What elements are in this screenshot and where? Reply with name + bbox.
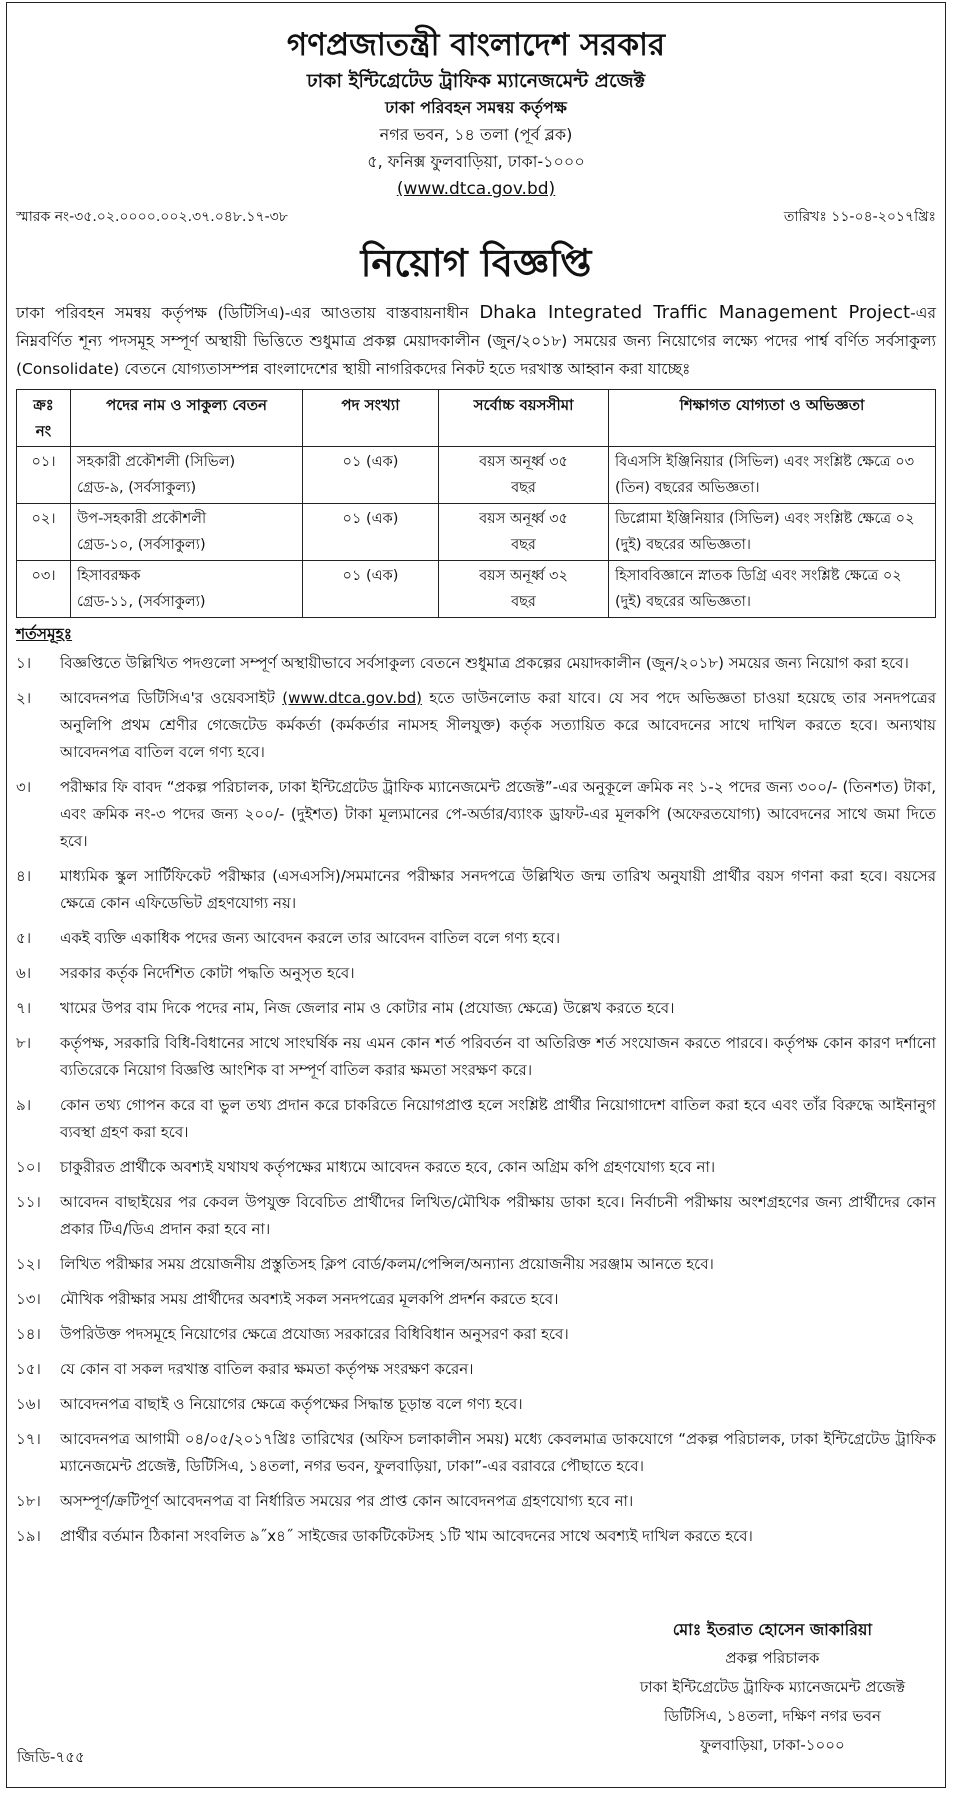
serial-cell: ০২। — [17, 504, 71, 561]
conditions-heading: শর্তসমূহঃ — [16, 625, 73, 643]
website-link-inline[interactable]: (www.dtca.gov.bd) — [282, 689, 422, 707]
condition-number: ১৬। — [16, 1395, 41, 1413]
authority-name: ঢাকা পরিবহন সমন্বয় কর্তৃপক্ষ — [385, 98, 567, 117]
condition-item — [16, 1030, 936, 1084]
post-cell — [71, 561, 303, 618]
condition-text: প্রার্থীর বর্তমান ঠিকানা সংবলিত ৯˝x৪˝ সাইজের ডাকটিকেটসহ ১টি খাম আবেদনের সাথে অবশ্যই দাখিল করতে হবে। — [60, 1527, 753, 1545]
condition-text: উপরিউক্ত পদসমূহে নিয়োগের ক্ষেত্রে প্রযোজ্য সরকারের বিধিবিধান অনুসরণ করা হবে। — [60, 1325, 569, 1343]
signatory-address-2: ফুলবাড়িয়া, ঢাকা-১০০০ — [700, 1736, 845, 1754]
intro-part-2: -এর নিম্নবর্ণিত শূন্য পদসমূহ সম্পূর্ণ অস্থায়ী ভিত্তিতে শুধুমাত্র প্রকল্প মেয়াদকালীন (জুন/২০১৮) সময়ের জন্য নিয়োগের লক্ষ্যে পদের পার্শ্ব বর্ণিত সর্বসাকুল্য (Consolidate) বেতনে যোগ্যতাসম্পন্ন বাংলাদেশের স্থায়ী নাগরিকদের নিকট হতে দরখাস্ত আহ্বান করা যাচ্ছেঃ — [16, 304, 936, 378]
qualification-cell: হিসাববিজ্ঞানে স্নাতক ডিগ্রি এবং সংশ্লিষ্ট ক্ষেত্রে ০২ (দুই) বছরের অভিজ্ঞতা। — [609, 561, 936, 618]
condition-item — [16, 1321, 936, 1348]
condition-text: পরীক্ষার ফি বাবদ “প্রকল্প পরিচালক, ঢাকা ইন্টিগ্রেটেড ট্রাফিক ম্যানেজমেন্ট প্রজেক্ট”-এর অনুকূলে ক্রমিক নং ১-২ পদের জন্য ৩০০/- (তিনশত) টাকা, এবং ক্রমিক নং-৩ পদের জন্য ২০০/- (দুইশত) টাকা মূল্যমানের পে-অর্ডার/ব্যাংক ড্রাফট-এর মূলকপি (অফেরতযোগ্য) আবেদনের সাথে জমা দিতে হবে। — [60, 778, 936, 850]
header-qualification: শিক্ষাগত যোগ্যতা ও অভিজ্ঞতা — [609, 390, 936, 447]
condition-text: মৌখিক পরীক্ষার সময় প্রার্থীদের অবশ্যই সকল সনদপত্রের মূলকপি প্রদর্শন করতে হবে। — [60, 1290, 559, 1308]
age-cell — [439, 447, 609, 504]
condition-text: আবেদনপত্র বাছাই ও নিয়োগের ক্ষেত্রে কর্তৃপক্ষের সিদ্ধান্ত চূড়ান্ত বলে গণ্য হবে। — [60, 1395, 523, 1413]
condition-number: ১৭। — [16, 1430, 41, 1448]
condition-text: সরকার কর্তৃক নির্দেশিত কোটা পদ্ধতি অনুসৃত হবে। — [60, 964, 355, 982]
intro-paragraph — [16, 299, 936, 383]
condition-number: ১৯। — [16, 1527, 41, 1545]
header-count: পদ সংখ্যা — [303, 390, 439, 447]
address-line-1: নগর ভবন, ১৪ তলা (পূর্ব ব্লক) — [379, 125, 573, 144]
condition-text: বিজ্ঞপ্তিতে উল্লিখিত পদগুলো সম্পূর্ণ অস্থায়ীভাবে সর্বসাকুল্য বেতনে শুধুমাত্র প্রকল্পের মেয়াদকালীন (জুন/২০১৮) সময়ের জন্য নিয়োগ করা হবে। — [60, 654, 909, 672]
condition-item — [16, 1426, 936, 1480]
condition-item — [16, 774, 936, 855]
condition-item — [16, 1488, 936, 1515]
condition-text: কর্তৃপক্ষ, সরকারি বিধি-বিধানের সাথে সাংঘর্ষিক নয় এমন কোন শর্ত পরিবর্তন বা অতিরিক্ত শর্ত সংযোজন করতে পারবে। কর্তৃপক্ষ কোন কারণ দর্শানো ব্যতিরেকে নিয়োগ বিজ্ঞপ্তি আংশিক বা সম্পূর্ণ বাতিল করার ক্ষমতা সংরক্ষণ করে। — [60, 1034, 936, 1079]
condition-item — [16, 1391, 936, 1418]
table-row — [17, 447, 936, 504]
post-name: সহকারী প্রকৌশলী (সিভিল) — [77, 454, 236, 470]
table-header-row — [17, 390, 936, 447]
condition-item — [16, 1523, 936, 1550]
condition-item — [16, 1092, 936, 1146]
age-unit: বছর — [511, 480, 536, 496]
condition-number: ৭। — [16, 999, 32, 1017]
condition-number: ১। — [16, 654, 32, 672]
signatory-address-1: ডিটিসিএ, ১৪তলা, দক্ষিণ নগর ভবন — [663, 1707, 881, 1725]
condition-item — [16, 1189, 936, 1243]
table-row — [17, 504, 936, 561]
condition-text: কোন তথ্য গোপন করে বা ভুল তথ্য প্রদান করে চাকরিতে নিয়োগপ্রাপ্ত হলে সংশ্লিষ্ট প্রার্থীর নিয়োগাদেশ বাতিল করা হবে এবং তাঁর বিরুদ্ধে আইনানুগ ব্যবস্থা গ্রহণ করা হবে। — [60, 1096, 936, 1141]
condition-item — [16, 1154, 936, 1181]
condition-number: ৪। — [16, 867, 32, 885]
condition-item — [16, 995, 936, 1022]
signatory-name: মোঃ ইতরাত হোসেন জাকারিয়া — [672, 1620, 873, 1639]
condition-text: আবেদন বাছাইয়ের পর কেবল উপযুক্ত বিবেচিত প্রার্থীদের লিখিত/মৌখিক পরীক্ষায় ডাকা হবে। নির্বাচনী পরীক্ষায় অংশগ্রহণের জন্য প্রার্থীদের কোন প্রকার টিএ/ডিএ প্রদান করা হবে না। — [60, 1193, 936, 1238]
condition-number: ১৫। — [16, 1360, 41, 1378]
condition-item — [16, 1251, 936, 1278]
age-limit: বয়স অনূর্ধ্ব ৩২ — [479, 568, 568, 584]
notice-title: নিয়োগ বিজ্ঞপ্তি — [360, 241, 592, 285]
gd-number: জিডি-৭৫৫ — [17, 1748, 85, 1766]
signatory-project: ঢাকা ইন্টিগ্রেটেড ট্রাফিক ম্যানেজমেন্ট প্রজেক্ট — [639, 1678, 905, 1696]
conditions-list — [16, 650, 936, 1550]
age-unit: বছর — [511, 537, 536, 553]
age-cell — [439, 561, 609, 618]
condition-text-pre: আবেদনপত্র ডিটিসিএ'র ওয়েবসাইট — [60, 689, 283, 707]
serial-cell: ০১। — [17, 447, 71, 504]
condition-item — [16, 925, 936, 952]
count-cell: ০১ (এক) — [303, 561, 439, 618]
condition-item — [16, 1356, 936, 1383]
header-age: সর্বোচ্চ বয়সসীমা — [439, 390, 609, 447]
condition-number: ১৮। — [16, 1492, 41, 1510]
condition-item — [16, 863, 936, 917]
condition-number: ১০। — [16, 1158, 41, 1176]
condition-text: খামের উপর বাম দিকে পদের নাম, নিজ জেলার নাম ও কোটার নাম (প্রযোজ্য ক্ষেত্রে) উল্লেখ করতে হবে। — [60, 999, 675, 1017]
header-post: পদের নাম ও সাকুল্য বেতন — [71, 390, 303, 447]
count-cell: ০১ (এক) — [303, 504, 439, 561]
condition-number: ৮। — [16, 1034, 32, 1052]
condition-number: ১২। — [16, 1255, 41, 1273]
condition-number: ৯। — [16, 1096, 32, 1114]
post-grade: গ্রেড-১১, (সর্বসাকুল্য) — [77, 594, 206, 610]
notice-page — [6, 2, 946, 1788]
condition-number: ৬। — [16, 964, 32, 982]
signature-block — [640, 1615, 905, 1760]
condition-text — [60, 685, 936, 766]
header-serial: ক্রঃ নং — [17, 390, 71, 447]
intro-part-1: ঢাকা পরিবহন সমন্বয় কর্তৃপক্ষ (ডিটিসিএ)-এর আওতায় বাস্তবায়নাধীন — [16, 304, 480, 322]
condition-text: লিখিত পরীক্ষার সময় প্রয়োজনীয় প্রস্তুতিসহ ক্লিপ বোর্ড/কলম/পেন্সিল/অন্যান্য প্রয়োজনীয় সরঞ্জাম আনতে হবে। — [60, 1255, 714, 1273]
condition-number: ১৪। — [16, 1325, 41, 1343]
memo-number: স্মারক নং-৩৫.০২.০০০০.০০২.৩৭.০৪৮.১৭-৩৮ — [16, 209, 288, 225]
age-limit: বয়স অনূর্ধ্ব ৩৫ — [479, 511, 568, 527]
condition-item — [16, 1286, 936, 1313]
condition-text: আবেদনপত্র আগামী ০৪/০৫/২০১৭খ্রিঃ তারিখের (অফিস চলাকালীন সময়) মধ্যে কেবলমাত্র ডাকযোগে “প্রকল্প পরিচালক, ঢাকা ইন্টিগ্রেটেড ট্রাফিক ম্যানেজমেন্ট প্রজেক্ট, ডিটিসিএ, ১৪তলা, নগর ভবন, ফুলবাড়িয়া, ঢাকা”-এর বরাবরে পৌছাতে হবে। — [60, 1430, 936, 1475]
notice-date: তারিখঃ ১১-০৪-২০১৭খ্রিঃ — [783, 209, 936, 225]
post-name: উপ-সহকারী প্রকৌশলী — [77, 511, 207, 527]
intro-project-english: Dhaka Integrated Traffic Management Project — [479, 302, 911, 323]
post-grade: গ্রেড-১০, (সর্বসাকুল্য) — [77, 537, 206, 553]
condition-text: একই ব্যক্তি একাধিক পদের জন্য আবেদন করলে তার আবেদন বাতিল বলে গণ্য হবে। — [60, 929, 561, 947]
government-title: গণপ্রজাতন্ত্রী বাংলাদেশ সরকার — [286, 27, 666, 63]
condition-item — [16, 960, 936, 987]
post-cell — [71, 504, 303, 561]
address-line-2: ৫, ফনিক্স ফুলবাড়িয়া, ঢাকা-১০০০ — [367, 152, 585, 171]
condition-number: ৫। — [16, 929, 32, 947]
age-cell — [439, 504, 609, 561]
signatory-designation: প্রকল্প পরিচালক — [725, 1649, 820, 1667]
post-grade: গ্রেড-৯, (সর্বসাকুল্য) — [77, 480, 197, 496]
condition-number: ৩। — [16, 778, 32, 796]
qualification-cell: বিএসসি ইঞ্জিনিয়ার (সিভিল) এবং সংশ্লিষ্ট ক্ষেত্রে ০৩ (তিন) বছরের অভিজ্ঞতা। — [609, 447, 936, 504]
serial-cell: ০৩। — [17, 561, 71, 618]
post-name: হিসাবরক্ষক — [77, 568, 141, 584]
condition-text-post: হতে ডাউনলোড করা যাবে। যে সব পদে অভিজ্ঞতা চাওয়া হয়েছে তার সনদপত্রের অনুলিপি প্রথম শ্রেণীর গেজেটেড কর্মকর্তা (কর্মকর্তার নামসহ সীলযুক্ত) কর্তৃক সত্যায়িত করে আবেদনের সাথে দাখিল করতে হবে। অন্যথায় আবেদনপত্র বাতিল বলে গণ্য হবে। — [60, 689, 936, 761]
condition-text: চাকুরীরত প্রার্থীকে অবশ্যই যথাযথ কর্তৃপক্ষের মাধ্যমে আবেদন করতে হবে, কোন অগ্রিম কপি গ্রহণযোগ্য হবে না। — [60, 1158, 716, 1176]
age-limit: বয়স অনূর্ধ্ব ৩৫ — [479, 454, 568, 470]
count-cell: ০১ (এক) — [303, 447, 439, 504]
condition-item — [16, 685, 936, 766]
condition-text: অসম্পূর্ণ/ক্রটিপূর্ণ আবেদনপত্র বা নির্ধারিত সময়ের পর প্রাপ্ত কোন আবেদনপত্র গ্রহণযোগ্য হবে না। — [60, 1492, 634, 1510]
table-row — [17, 561, 936, 618]
qualification-cell: ডিপ্লোমা ইঞ্জিনিয়ার (সিভিল) এবং সংশ্লিষ্ট ক্ষেত্রে ০২ (দুই) বছরের অভিজ্ঞতা। — [609, 504, 936, 561]
website-link[interactable]: (www.dtca.gov.bd) — [396, 179, 556, 199]
condition-number: ১১। — [16, 1193, 41, 1211]
project-name: ঢাকা ইন্টিগ্রেটেড ট্রাফিক ম্যানেজমেন্ট প্রজেক্ট — [306, 70, 646, 92]
age-unit: বছর — [511, 594, 536, 610]
condition-item — [16, 650, 936, 677]
condition-text: যে কোন বা সকল দরখাস্ত বাতিল করার ক্ষমতা কর্তৃপক্ষ সংরক্ষণ করেন। — [60, 1360, 474, 1378]
reference-row — [16, 207, 936, 227]
posts-table — [16, 389, 936, 618]
condition-number: ১৩। — [16, 1290, 41, 1308]
condition-text: মাধ্যমিক স্কুল সার্টিফিকেট পরীক্ষার (এসএসসি)/সমমানের পরীক্ষার সনদপত্রে উল্লিখিত জন্ম তারিখ অনুযায়ী প্রার্থীর বয়স গণনা করা হবে। বয়সের ক্ষেত্রে কোন এফিডেভিট গ্রহণযোগ্য নয়। — [60, 867, 936, 912]
post-cell — [71, 447, 303, 504]
condition-number: ২। — [16, 689, 32, 707]
